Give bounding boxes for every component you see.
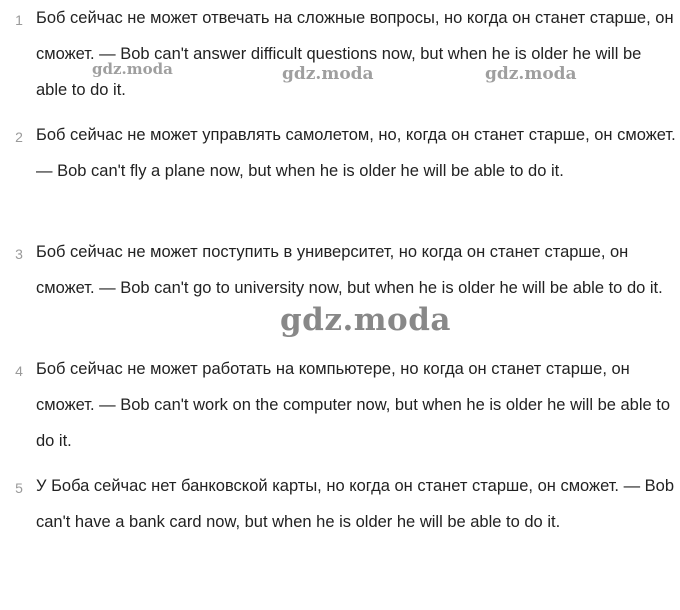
item-text: Боб сейчас не может работать на компьютере, но когда он станет старше, он сможет. — Bob can't work on the computer now, but when he is older he will be able to do it. [36,360,671,450]
item-text: Боб сейчас не может отвечать на сложные вопросы, но когда он станет старше, он сможет. — Bob can't answer difficult questions now, but when he is older he will be able to do it. [36,9,674,99]
watermark: gdz.moda [485,64,577,84]
item-number: 4 [15,363,23,379]
watermark: gdz.moda [282,64,374,84]
watermark: gdz.moda [280,302,451,338]
item-number: 3 [15,246,23,262]
item-text: Боб сейчас не может поступить в университет, но когда он станет старше, он сможет. — Bob can't go to university now, but when he is older he will be able to do it. [36,243,663,297]
item-number: 2 [15,129,23,145]
item-text: У Боба сейчас нет банковской карты, но когда он станет старше, он сможет. — Bob can't have a bank card now, but when he is older he will be able to do it. [36,477,675,531]
watermark: gdz.moda [92,60,173,78]
item-text: Боб сейчас не может управлять самолетом, но, когда он станет старше, он сможет. — Bob can't fly a plane now, but when he is older he will be able to do it. [36,126,676,180]
item-number: 1 [15,12,23,28]
item-number: 5 [15,480,23,496]
